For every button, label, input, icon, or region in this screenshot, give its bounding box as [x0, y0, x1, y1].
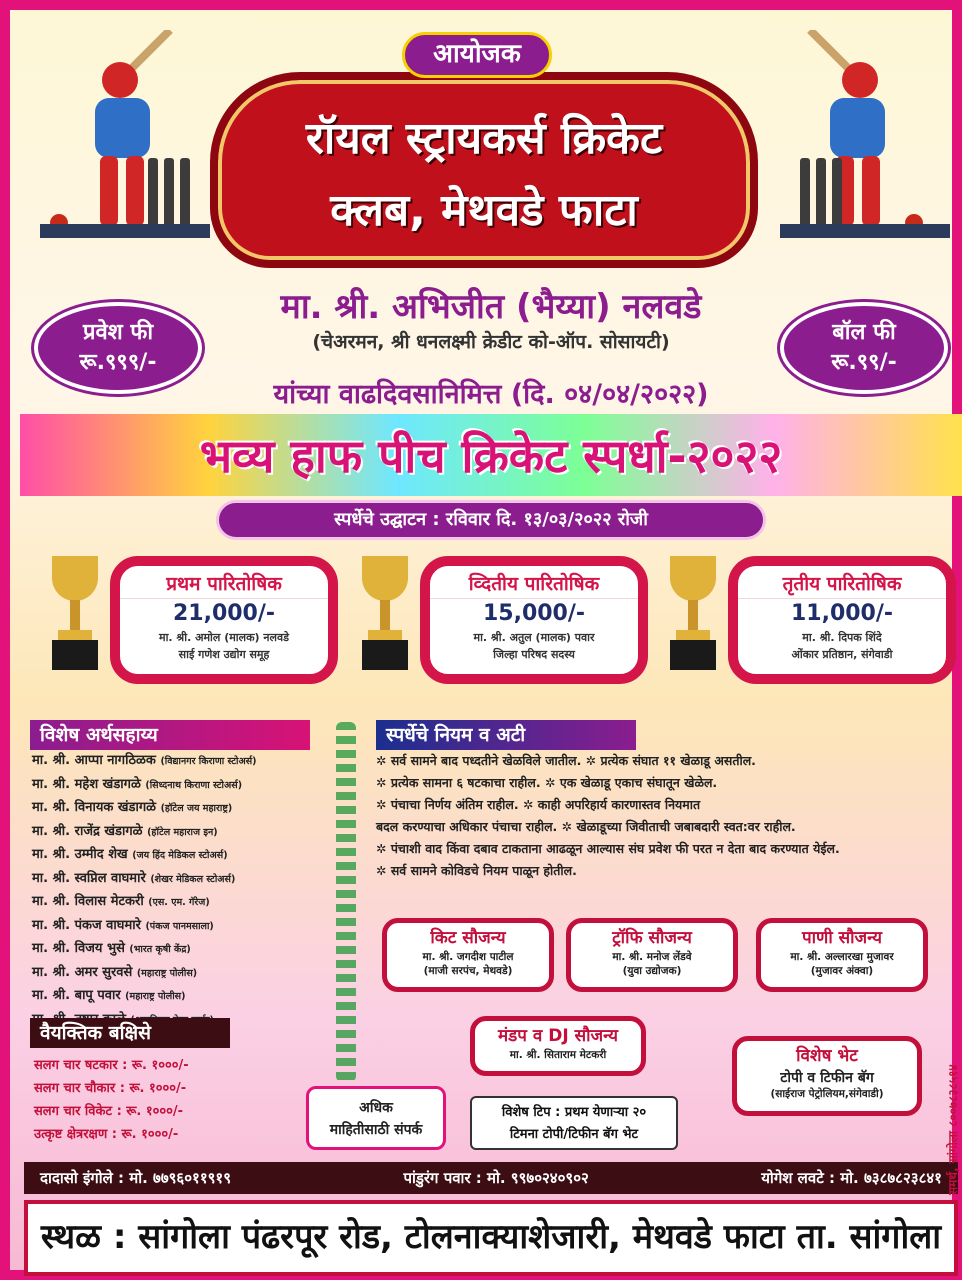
credit-sub: (युवा उद्योजक) — [622, 965, 682, 977]
occasion-text: यांच्या वाढदिवसानिमित्त (दि. ०४/०४/२०२२) — [273, 379, 709, 410]
rule-line: बदल करण्याचा अधिकार पंचाचा राहील. ✲ खेळाडूच्या जिवीताची जबाबदारी स्वत:वर राहील. — [376, 819, 796, 834]
special-tip-line2: टिमना टोपी/टिफीन बॅग भेट — [509, 1127, 639, 1142]
venue-text: स्थळ : सांगोला पंढरपूर रोड, टोलनाक्याशेजारी, मेथवडे फाटा ता. सांगोला — [24, 1200, 958, 1276]
sponsor-name: मा. श्री. आप्पा नागठिळक — [32, 753, 156, 768]
individual-awards-list — [34, 1054, 294, 1146]
rule-line: ✲ पंचाचा निर्णय अंतिम राहील. ✲ काही अपरिहार्य कारणास्तव नियमात — [376, 797, 701, 812]
sponsor-name: मा. श्री. विजय भुसे — [32, 941, 125, 956]
kit-credit-card — [382, 918, 554, 992]
prize-title: व्दितीय पारितोषिक — [430, 570, 638, 599]
credit-sub: (मुजावर अंक्वा) — [810, 965, 874, 977]
rules-title: स्पर्धेचे नियम व अटी — [376, 720, 636, 750]
ball-fee-label: बॉल फी — [832, 320, 896, 345]
credit-name: मा. श्री. जगदीश पाटील — [422, 951, 514, 963]
info-line1: अधिक — [359, 1100, 393, 1116]
honoree-name: मा. श्री. अभिजीत (भैय्या) नलवडे — [280, 287, 702, 327]
list-item: सलग चार चौकार : रू. १०००/- — [34, 1081, 187, 1096]
water-credit-card — [756, 918, 928, 992]
list-item — [32, 868, 342, 892]
contact-phone[interactable]: पांडुरंग पवार : मो. ९९७०२४०९०२ — [403, 1169, 589, 1187]
sponsor-org: (जय हिंद मेडिकल स्टोअर्स) — [132, 850, 228, 861]
list-item: उत्कृष्ट क्षेत्ररक्षण : रू. १०००/- — [34, 1127, 179, 1142]
ground-left — [40, 224, 210, 238]
sponsor-name: मा. श्री. राजेंद्र खंडागळे — [32, 823, 143, 839]
credit-sub: (माजी सरपंच, मेथवडे) — [423, 965, 513, 977]
credit-name: मा. श्री. अल्लारखा मुजावर — [790, 951, 894, 963]
prize-org: जिल्हा परिषद सदस्य — [493, 648, 575, 661]
prize-card-second — [420, 556, 648, 684]
sponsor-org: (हॉटेल महाराज इन) — [147, 826, 218, 838]
info-box — [306, 1086, 446, 1150]
sponsor-org: (महाराष्ट्र पोलीस) — [125, 991, 186, 1002]
list-item — [32, 750, 342, 774]
sponsor-org: (शेखर मेडिकल स्टोअर्स) — [150, 873, 236, 885]
club-name-line1: रॉयल स्ट्रायकर्स क्रिकेट — [305, 113, 663, 164]
mandap-credit-card — [470, 1016, 646, 1076]
prize-donor: मा. श्री. दिपक शिंदे — [802, 631, 882, 644]
sponsor-name: मा. श्री. महेश खंडागळे — [32, 776, 141, 792]
special-tip-line1: विशेष टिप : प्रथम येणाऱ्या २० — [501, 1105, 647, 1120]
prize-title: प्रथम पारितोषिक — [120, 570, 328, 599]
list-item — [32, 985, 342, 1009]
special-tip-box — [470, 1096, 678, 1150]
organizer-label: आयोजक — [402, 32, 552, 78]
sponsor-org: (सिध्दनाथ किराणा स्टोअर्स) — [145, 779, 243, 791]
sponsor-org: (एस. एम. गॅरेज) — [148, 897, 210, 908]
prize-card-first — [110, 556, 338, 684]
trophy-credit-card — [566, 918, 738, 992]
credit-title: विशेष भेट — [796, 1046, 858, 1066]
entry-fee-value: रू.९९९/- — [79, 350, 157, 375]
list-item — [32, 774, 342, 798]
sponsor-name: मा. श्री. स्वप्निल वाघमारे — [32, 870, 146, 886]
club-name-line2: क्लब, मेथवडे फाटा — [330, 185, 638, 236]
individual-awards-title: वैयक्तिक बक्षिसे — [30, 1018, 230, 1048]
sponsor-name: मा. श्री. उम्मीद शेख — [32, 847, 128, 862]
gift-item: टोपी व टिफीन बॅग — [780, 1070, 874, 1086]
trophy-icon — [40, 548, 110, 676]
sponsor-org: (विद्यानगर किराणा स्टोअर्स) — [160, 756, 257, 767]
credit-name: मा. श्री. मनोज लेंडवे — [612, 951, 692, 963]
stumps-left-icon — [148, 158, 192, 228]
decorative-vine — [336, 722, 356, 1082]
prize-title: तृतीय पारितोषिक — [738, 570, 946, 599]
list-item — [32, 797, 342, 821]
credit-title: ट्रॉफि सौजन्य — [612, 928, 692, 948]
list-item — [32, 915, 342, 939]
sponsor-name: मा. श्री. बापू पवार — [32, 988, 121, 1003]
list-item — [32, 821, 342, 845]
entry-fee-label: प्रवेश फी — [82, 320, 154, 345]
club-banner — [210, 72, 758, 268]
ball-fee-value: रू.९९/- — [831, 350, 897, 375]
sponsor-org: (भारत कृषी केंद्र) — [129, 944, 191, 955]
rule-line: ✲ सर्व सामने बाद पध्दतीने खेळविले जातील. ✲ प्रत्येक संघात ११ खेळाडू असतील. — [376, 753, 756, 768]
list-item — [32, 962, 342, 986]
contact-phone[interactable]: दादासो इंगोले : मो. ७७९६०११९१९ — [40, 1169, 232, 1187]
rules-list — [376, 750, 956, 882]
ground-right — [780, 224, 950, 238]
prize-amount: 21,000/- — [172, 601, 276, 626]
special-gift-card — [732, 1036, 922, 1116]
list-item — [32, 844, 342, 868]
info-line2: माहितीसाठी संपर्क — [329, 1122, 423, 1138]
sponsor-name: मा. श्री. पंकज वाघमारे — [32, 917, 141, 933]
prize-org: साई गणेश उद्योग समूह — [178, 648, 270, 661]
sponsor-org: (हॉटेल जय महाराष्ट्र) — [160, 803, 233, 814]
credit-title: पाणी सौजन्य — [801, 928, 883, 948]
rule-line: ✲ प्रत्येक सामना ६ षटकाचा राहील. ✲ एक खेळाडू एकाच संघातून खेळेल. — [376, 775, 718, 790]
sponsor-name: मा. श्री. विनायक खंडागळे — [32, 800, 157, 815]
list-item: सलग चार विकेट : रू. १०००/- — [34, 1104, 184, 1119]
list-item — [32, 891, 342, 915]
side-credit: समर्थ, सांगोला ८००७८३८५१४ — [946, 1064, 960, 1196]
prize-amount: 15,000/- — [482, 601, 586, 626]
sponsors-list — [32, 750, 342, 1032]
list-item: सलग चार षटकार : रू. १०००/- — [34, 1058, 189, 1073]
prize-org: ओंकार प्रतिष्ठान, संगेवाडी — [791, 648, 893, 661]
sponsor-name: मा. श्री. विलास मेटकरी — [32, 894, 144, 909]
prize-card-third — [728, 556, 956, 684]
prize-amount: 11,000/- — [790, 601, 894, 626]
sponsor-org: (पंकज पानमसाला) — [145, 920, 214, 932]
rule-line: ✲ सर्व सामने कोविडचे नियम पाळून होतील. — [376, 863, 577, 878]
inauguration-banner: स्पर्धेचे उद्घाटन : रविवार दि. १३/०३/२०२२ रोजी — [216, 500, 766, 540]
rule-line: ✲ पंचाशी वाद किंवा दबाव टाकताना आढळून आल्यास संघ प्रवेश फी परत न देता बाद करण्यात येईल. — [376, 841, 840, 856]
event-title: भव्य हाफ पीच क्रिकेट स्पर्धा-२०२२ — [199, 429, 783, 483]
prize-donor: मा. श्री. अतुल (मालक) पवार — [473, 631, 595, 644]
sponsor-org: (महाराष्ट्र पोलीस) — [136, 967, 198, 979]
trophy-icon — [350, 548, 420, 676]
trophy-icon — [658, 548, 728, 676]
stumps-right-icon — [800, 158, 844, 228]
prize-donor: मा. श्री. अमोल (मालक) नलवडे — [159, 631, 289, 644]
contact-strip — [24, 1162, 958, 1194]
list-item — [32, 938, 342, 962]
sponsor-name: मा. श्री. अमर सुरवसे — [32, 964, 133, 980]
credit-title: मंडप व DJ सौजन्य — [498, 1026, 618, 1046]
honoree-designation: (चेअरमन, श्री धनलक्ष्मी क्रेडीट को-ऑप. सोसायटी) — [312, 331, 670, 353]
contact-phone[interactable]: योगेश लवटे : मो. ७३८७८२३८४१ — [761, 1169, 942, 1187]
credit-sub: (साईराज पेट्रोलियम,संगेवाडी) — [770, 1088, 884, 1100]
credit-name: मा. श्री. सिताराम मेटकरी — [509, 1049, 607, 1061]
credit-title: किट सौजन्य — [430, 928, 506, 948]
sponsors-title: विशेष अर्थसहाय्य — [30, 720, 310, 750]
